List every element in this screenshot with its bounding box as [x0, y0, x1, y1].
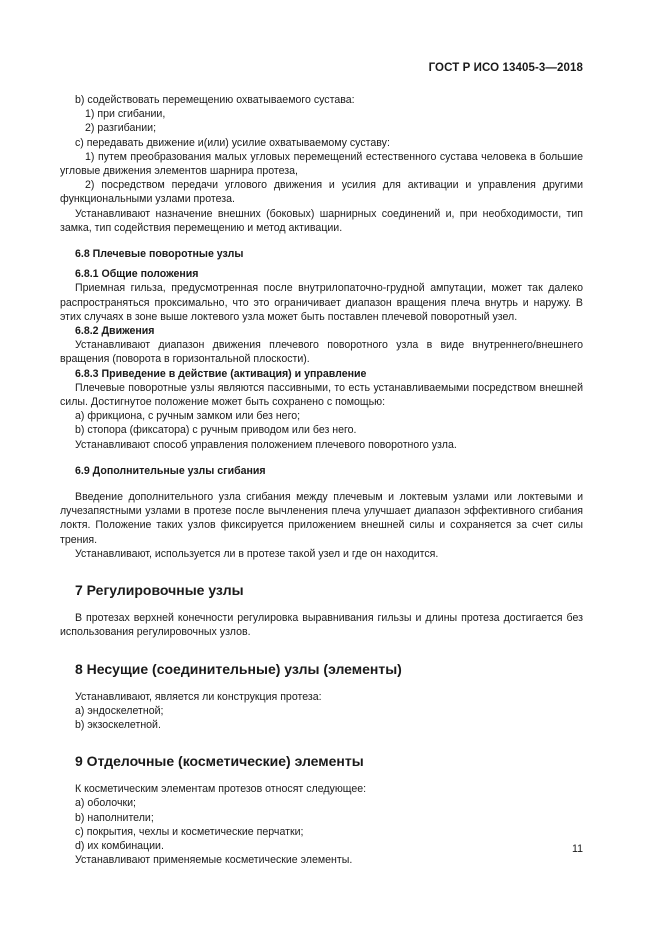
section-6-9-heading: 6.9 Дополнительные узлы сгибания: [75, 464, 266, 477]
section-6-8-3-conclusion: Устанавливают способ управления положением плечевого поворотного узла.: [75, 438, 457, 451]
paragraph-hinges: Устанавливают назначение внешних (боковых) шарнирных соединений и, при необходимости, тип замка, тип содействия перемещению и метод активации.: [60, 207, 583, 234]
list-item-b: b) экзоскелетной.: [75, 718, 161, 731]
section-9-intro: К косметическим элементам протезов относят следующее:: [75, 783, 367, 796]
section-6-8-2-heading: 6.8.2 Движения: [75, 325, 155, 338]
list-item-d: d) их комбинации.: [75, 839, 164, 852]
list-item-c1: 1) путем преобразования малых угловых перемещений естественного сустава человека в большие угловые движения элементов шарнира протеза,: [60, 150, 583, 178]
section-8-heading: 8 Несущие (соединительные) узлы (элементы): [75, 660, 402, 677]
page-number: 11: [572, 843, 583, 855]
section-9-conclusion: Устанавливают применяемые косметические элементы.: [75, 854, 353, 867]
section-6-8-heading: 6.8 Плечевые поворотные узлы: [75, 248, 244, 261]
section-9-heading: 9 Отделочные (косметические) элементы: [75, 753, 364, 770]
section-6-9-text: Введение дополнительного узла сгибания между плечевым и локтевым узлами или локтевыми и лучезапястными узлами в протезе после вычленения плеча улучшает диапазон эффективного сгибания локтя. Положение таких узлов фиксируется приложением внешней силы и сохраняется за счет силы трения.: [60, 491, 583, 546]
section-6-9-conclusion: Устанавливают, используется ли в протезе такой узел и где он находится.: [75, 547, 439, 560]
section-8-intro: Устанавливают, является ли конструкция протеза:: [75, 690, 322, 703]
list-item-c2: 2) посредством передачи углового движения и усилия для активации и управления другими функциональными узлами протеза.: [60, 179, 583, 206]
list-item-b: b) наполнители;: [75, 811, 154, 824]
section-6-8-3-heading: 6.8.3 Приведение в действие (активация) и управление: [75, 367, 367, 380]
section-6-8-2-text: Устанавливают диапазон движения плечевого поворотного узла в виде внутреннего/внешнего вращения (поворота в горизонтальной плоскости).: [60, 339, 583, 366]
section-6-8-1-text: Приемная гильза, предусмотренная после внутрилопаточно-грудной ампутации, может так далеко распространяться проксимально, что это ограничивает диапазон вращения плеча внутрь и наружу. В этих случаях в зоне выше локтевого узла может быть поставлен плечевой поворотный узел.: [60, 282, 583, 323]
list-item-b1: 1) при сгибании,: [85, 108, 166, 121]
list-item-a: a) фрикциона, с ручным замком или без него;: [75, 410, 301, 423]
document-header: ГОСТ Р ИСО 13405-3—2018: [428, 62, 583, 74]
section-6-8-3-text: Плечевые поворотные узлы являются пассивными, то есть устанавливаемыми посредством внешней силы. Достигнутое положение может быть сохранено с помощью:: [60, 381, 583, 409]
list-item-a: a) эндоскелетной;: [75, 704, 164, 717]
section-7-text: В протезах верхней конечности регулировка выравнивания гильзы и длины протеза достигается без использования регулировочных узлов.: [60, 612, 583, 639]
list-item-c: c) передавать движение и(или) усилие охватываемому суставу:: [75, 136, 390, 149]
list-item-b2: 2) разгибании;: [85, 122, 157, 135]
list-item-b: b) содействовать перемещению охватываемого сустава:: [75, 94, 355, 106]
section-7-heading: 7 Регулировочные узлы: [75, 582, 244, 599]
list-item-c: c) покрытия, чехлы и косметические перчатки;: [75, 825, 304, 838]
section-6-8-1-heading: 6.8.1 Общие положения: [75, 268, 199, 281]
page-body: [60, 93, 583, 867]
list-item-b: b) стопора (фиксатора) с ручным приводом или без него.: [75, 424, 357, 437]
list-item-a: a) оболочки;: [75, 797, 136, 810]
